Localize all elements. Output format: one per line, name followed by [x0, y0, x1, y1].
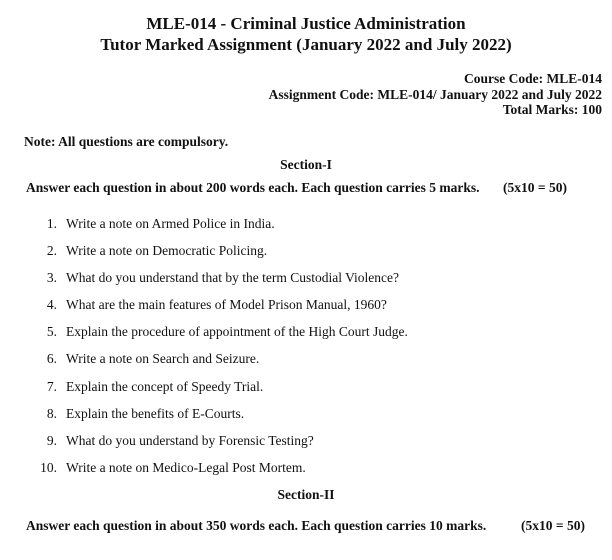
- question-text: What do you understand that by the term Custodial Violence?: [66, 270, 399, 286]
- question-item: [0, 243, 612, 270]
- question-text: Write a note on Democratic Policing.: [66, 243, 268, 259]
- question-number: 7.: [46, 378, 57, 394]
- section2-marks: (5x10 = 50): [521, 518, 585, 533]
- question-text: Write a note on Armed Police in India.: [66, 216, 275, 231]
- question-item: [0, 433, 612, 460]
- question-text: Write a note on Medico-Legal Post Mortem.: [66, 459, 306, 475]
- document-title: MLE-014 - Criminal Justice Administration: [146, 14, 466, 33]
- question-text: Explain the procedure of appointment of the High Court Judge.: [66, 324, 408, 340]
- question-number: 2.: [46, 243, 57, 259]
- question-text: Explain the benefits of E-Courts.: [66, 405, 245, 421]
- question-number: 8.: [46, 405, 57, 421]
- question-number: 3.: [46, 270, 57, 286]
- question-number: 1.: [46, 216, 57, 231]
- question-text: Write a note on Search and Seizure.: [66, 351, 260, 367]
- section-heading-1: Section-I: [280, 157, 332, 172]
- question-list: [0, 216, 612, 487]
- question-item: [0, 216, 612, 243]
- total-marks: Total Marks: 100: [502, 102, 602, 117]
- question-item: [0, 406, 612, 433]
- question-item: [0, 351, 612, 378]
- section2-instruction: Answer each question in about 350 words each. Each question carries 10 marks.: [26, 518, 487, 533]
- section1-instruction: Answer each question in about 200 words each. Each question carries 5 marks.: [26, 180, 480, 195]
- document-subtitle: Tutor Marked Assignment (January 2022 and July 2022): [100, 35, 512, 54]
- question-item: [0, 460, 612, 487]
- section1-marks: (5x10 = 50): [503, 180, 567, 195]
- question-item: [0, 270, 612, 297]
- question-item: [0, 379, 612, 406]
- section-heading-2: Section-II: [277, 487, 335, 502]
- question-text: Explain the concept of Speedy Trial.: [66, 378, 264, 394]
- note: Note: All questions are compulsory.: [24, 134, 229, 149]
- question-number: 10.: [40, 459, 57, 475]
- question-number: 5.: [46, 324, 57, 340]
- course-code: Course Code: MLE-014: [464, 71, 602, 86]
- assignment-code: Assignment Code: MLE-014/ January 2022 and July 2022: [268, 87, 602, 102]
- question-item: [0, 324, 612, 351]
- question-item: [0, 297, 612, 324]
- question-number: 9.: [46, 432, 57, 448]
- question-number: 6.: [46, 351, 57, 367]
- question-number: 4.: [46, 297, 57, 313]
- question-text: What do you understand by Forensic Testing?: [66, 432, 314, 448]
- question-text: What are the main features of Model Prison Manual, 1960?: [66, 297, 387, 313]
